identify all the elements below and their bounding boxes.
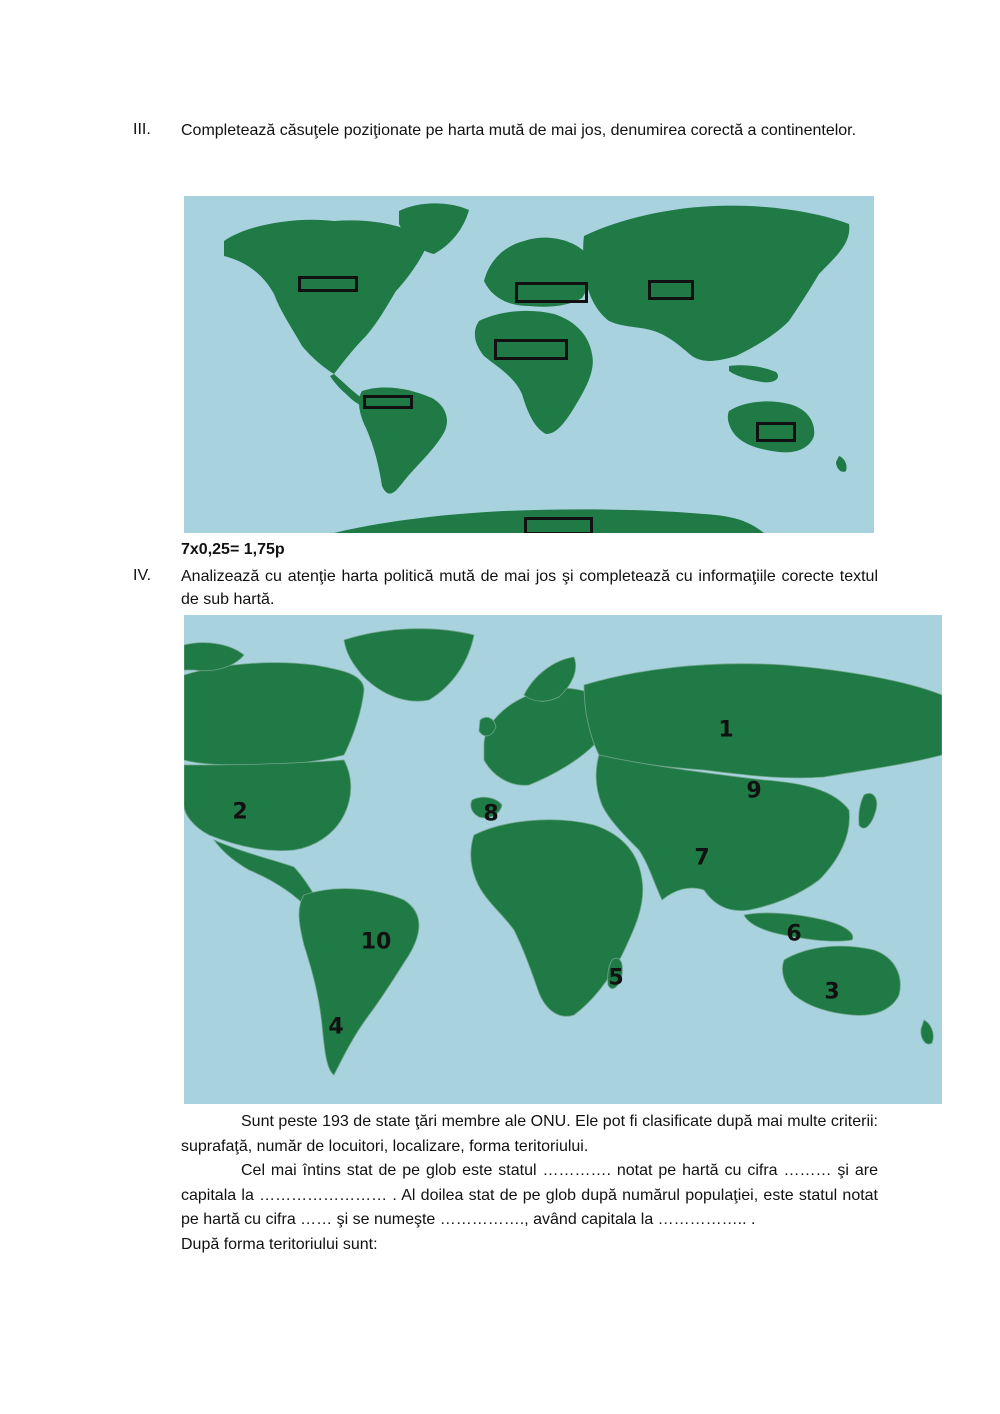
section-3-number: III. xyxy=(133,121,151,138)
map-label-6: 6 xyxy=(786,921,802,947)
map-label-8: 8 xyxy=(483,801,499,827)
map-label-1: 1 xyxy=(718,717,734,743)
blank-largest-state-number[interactable]: ……… xyxy=(783,1162,832,1179)
political-landmass xyxy=(184,629,942,1075)
text-segment: şi are capitala la xyxy=(181,1162,878,1204)
paragraph-fill-in xyxy=(181,1159,878,1233)
new-zealand-shape xyxy=(836,456,847,472)
paragraph-intro: Sunt peste 193 de state ţări membre ale ONU. Ele pot fi clasificate după mai multe criterii: suprafaţă, număr de locuitori, localizare, forma teritoriului. xyxy=(181,1113,878,1155)
political-map xyxy=(184,615,942,1104)
canada-shape xyxy=(184,663,364,765)
text-segment: . xyxy=(746,1211,756,1228)
text-segment: , având capitala la xyxy=(524,1211,658,1228)
section-4-instruction: Analizează cu atenţie harta politică mută de mai jos şi completează cu informaţiile corecte textul de sub hartă. xyxy=(181,568,878,608)
north-america-shape xyxy=(224,220,429,374)
europe-shape xyxy=(484,688,602,785)
answer-box-antarctica[interactable] xyxy=(524,517,593,533)
text-segment: Cel mai întins stat de pe glob este statul xyxy=(241,1162,543,1179)
continents-landmass xyxy=(224,203,849,533)
map-label-5: 5 xyxy=(608,965,624,991)
continents-map xyxy=(184,196,874,533)
map-label-7: 7 xyxy=(694,845,710,871)
usa-shape xyxy=(184,760,351,851)
answer-box-africa[interactable] xyxy=(494,339,568,360)
map-label-4: 4 xyxy=(328,1014,344,1040)
map-label-9: 9 xyxy=(746,778,762,804)
answer-box-asia[interactable] xyxy=(648,280,694,300)
blank-populous-state-number[interactable]: …… xyxy=(300,1211,333,1228)
continents-map-svg xyxy=(184,196,874,533)
asia-shape xyxy=(583,206,849,361)
answer-box-south-america[interactable] xyxy=(363,395,413,409)
blank-populous-state-name[interactable]: ……………. xyxy=(439,1211,525,1228)
answer-box-australia[interactable] xyxy=(756,422,796,442)
africa-shape xyxy=(475,311,593,434)
south-america-shape xyxy=(299,889,419,1075)
blank-largest-state-name[interactable]: …………. xyxy=(542,1162,611,1179)
answer-box-europe[interactable] xyxy=(515,282,588,303)
section-3-score: 7x0,25= 1,75p xyxy=(181,541,285,558)
text-segment: notat pe hartă cu cifra xyxy=(610,1162,784,1179)
text-segment: . Al doilea stat de pe glob după numărul populaţiei, este statul notat pe hartă cu cifra xyxy=(181,1186,879,1228)
blank-populous-state-capital[interactable]: …………….. xyxy=(657,1211,747,1228)
section-4-number: IV. xyxy=(133,567,152,584)
answer-box-north-america[interactable] xyxy=(298,276,358,292)
indonesia-shape xyxy=(729,365,778,382)
exercise-text xyxy=(181,1110,878,1257)
new-zealand-shape xyxy=(921,1020,933,1044)
map-label-10: 10 xyxy=(360,929,392,955)
blank-largest-state-capital[interactable]: …………………… xyxy=(259,1186,388,1204)
japan-shape xyxy=(859,793,877,828)
map-label-3: 3 xyxy=(824,979,840,1005)
text-segment: şi se numeşte xyxy=(332,1211,440,1228)
russia-shape xyxy=(584,664,942,778)
section-3-instruction: Completează căsuţele poziţionate pe harta mută de mai jos, denumirea corectă a continentelor. xyxy=(181,122,857,139)
australia-shape xyxy=(782,946,900,1015)
political-map-svg xyxy=(184,615,942,1104)
paragraph-shape: După forma teritoriului sunt: xyxy=(181,1235,378,1253)
map-label-2: 2 xyxy=(232,799,248,825)
